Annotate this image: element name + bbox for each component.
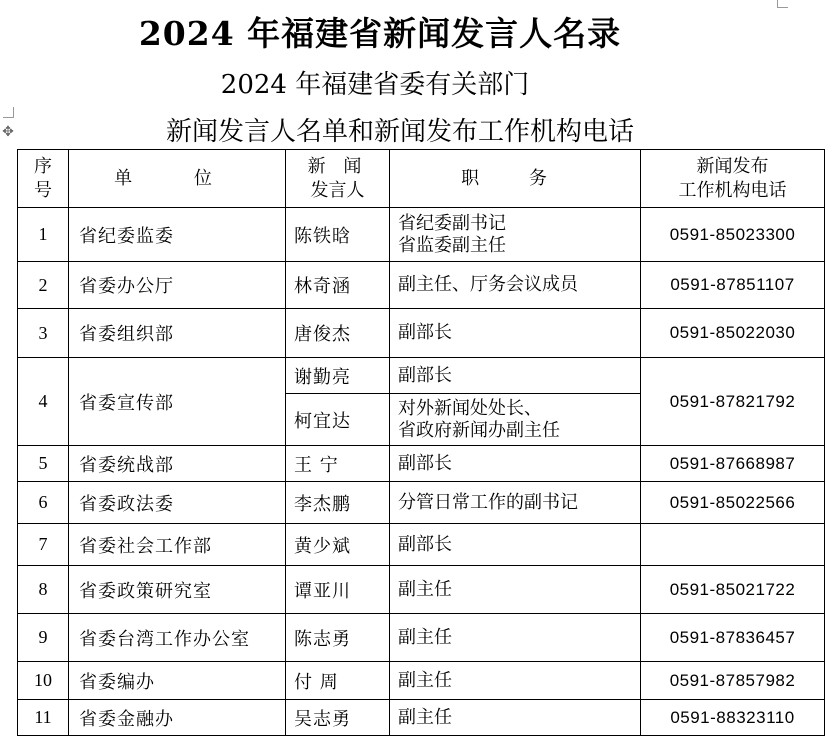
row-spokesperson-2: 柯宜达 xyxy=(286,394,390,446)
header-seq-line2: 号 xyxy=(34,179,52,201)
row-unit: 省委金融办 xyxy=(69,700,286,736)
row-phone: 0591-87821792 xyxy=(641,358,825,446)
row-spokesperson: 王 宁 xyxy=(286,446,390,482)
row-unit: 省委社会工作部 xyxy=(69,524,286,566)
row-phone: 0591-87851107 xyxy=(641,262,825,309)
row-unit: 省委统战部 xyxy=(69,446,286,482)
row-spokesperson: 谭亚川 xyxy=(286,566,390,614)
row-position-line2: 省监委副主任 xyxy=(398,234,506,256)
row-spokesperson: 陈志勇 xyxy=(286,614,390,662)
table-row xyxy=(18,358,825,394)
row-spokesperson: 付 周 xyxy=(286,662,390,700)
row-position: 副主任 xyxy=(390,662,641,700)
row-unit: 省委政法委 xyxy=(69,482,286,524)
table-row xyxy=(18,566,825,614)
document-subtitle-2: 新闻发言人名单和新闻发布工作机构电话 xyxy=(165,117,634,147)
row-number: 10 xyxy=(18,662,69,700)
row-spokesperson: 谢勤亮 xyxy=(286,358,390,394)
table-row xyxy=(18,262,825,309)
row-spokesperson: 黄少斌 xyxy=(286,524,390,566)
row-unit: 省委编办 xyxy=(69,662,286,700)
row-position xyxy=(390,208,641,262)
row-position: 分管日常工作的副书记 xyxy=(390,482,641,524)
row-number: 11 xyxy=(18,700,69,736)
row-phone: 0591-87668987 xyxy=(641,446,825,482)
row-unit: 省委宣传部 xyxy=(69,358,286,446)
row-number: 8 xyxy=(18,566,69,614)
row-phone: 0591-87836457 xyxy=(641,614,825,662)
document-title: 2024 年福建省新闻发言人名录 xyxy=(138,14,622,53)
row-phone: 0591-88323110 xyxy=(641,700,825,736)
table-row xyxy=(18,614,825,662)
row-phone: 0591-85022030 xyxy=(641,309,825,358)
header-spokesperson-line1: 新 闻 xyxy=(307,155,368,177)
row-position-line1: 省纪委副书记 xyxy=(398,212,506,234)
header-position xyxy=(390,150,641,208)
table-row xyxy=(18,524,825,566)
row-phone: 0591-85021722 xyxy=(641,566,825,614)
table-row xyxy=(18,700,825,736)
row-unit: 省委办公厅 xyxy=(69,262,286,309)
row-unit: 省委台湾工作办公室 xyxy=(69,614,286,662)
header-seq xyxy=(18,150,69,208)
row-position: 副主任、厅务会议成员 xyxy=(390,262,641,309)
row-position: 副主任 xyxy=(390,614,641,662)
table-move-handle-icon[interactable]: ✥ xyxy=(2,124,14,140)
table-row xyxy=(18,208,825,262)
row-phone xyxy=(641,524,825,566)
page-corner-mark-right xyxy=(777,0,788,8)
table-header-row xyxy=(18,150,825,208)
row-position: 副主任 xyxy=(390,700,641,736)
header-phone-line2: 工作机构电话 xyxy=(678,179,787,201)
table-row xyxy=(18,309,825,358)
row-phone: 0591-87857982 xyxy=(641,662,825,700)
row-number: 6 xyxy=(18,482,69,524)
table-row xyxy=(18,482,825,524)
row-position-2 xyxy=(390,394,641,446)
header-unit xyxy=(69,150,286,208)
row-position-2-line1: 对外新闻处处长、 xyxy=(398,397,542,419)
spokesperson-table xyxy=(17,149,825,736)
row-position-2-line2: 省政府新闻办副主任 xyxy=(398,419,560,441)
row-unit: 省纪委监委 xyxy=(69,208,286,262)
row-phone: 0591-85023300 xyxy=(641,208,825,262)
row-spokesperson: 陈铁晗 xyxy=(286,208,390,262)
row-phone: 0591-85022566 xyxy=(641,482,825,524)
header-seq-line1: 序 xyxy=(34,155,52,177)
table-row xyxy=(18,446,825,482)
header-position-label: 职 务 xyxy=(461,167,569,189)
row-spokesperson: 唐俊杰 xyxy=(286,309,390,358)
row-number: 3 xyxy=(18,309,69,358)
row-number: 5 xyxy=(18,446,69,482)
row-number: 2 xyxy=(18,262,69,309)
row-spokesperson: 李杰鹏 xyxy=(286,482,390,524)
row-position: 副部长 xyxy=(390,358,641,394)
row-position: 副部长 xyxy=(390,446,641,482)
row-position: 副主任 xyxy=(390,566,641,614)
header-unit-label: 单 位 xyxy=(114,167,240,189)
header-spokesperson xyxy=(286,150,390,208)
row-number: 9 xyxy=(18,614,69,662)
row-spokesperson: 林奇涵 xyxy=(286,262,390,309)
row-unit: 省委组织部 xyxy=(69,309,286,358)
header-phone-line1: 新闻发布 xyxy=(696,155,769,177)
row-position: 副部长 xyxy=(390,524,641,566)
row-number: 7 xyxy=(18,524,69,566)
row-unit: 省委政策研究室 xyxy=(69,566,286,614)
header-spokesperson-line2: 发言人 xyxy=(310,179,365,201)
header-phone xyxy=(641,150,825,208)
row-number: 1 xyxy=(18,208,69,262)
row-spokesperson: 吴志勇 xyxy=(286,700,390,736)
row-position: 副部长 xyxy=(390,309,641,358)
document-subtitle-1: 2024 年福建省委有关部门 xyxy=(220,70,530,100)
table-row xyxy=(18,662,825,700)
row-number: 4 xyxy=(18,358,69,446)
